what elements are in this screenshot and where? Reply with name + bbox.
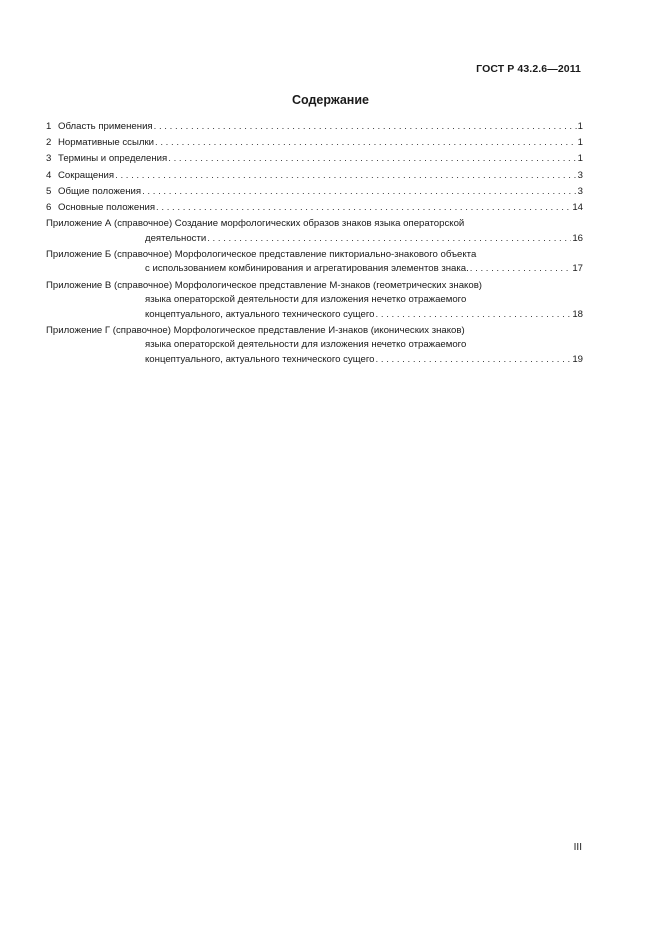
toc-annex-b[interactable] <box>46 248 583 277</box>
annex-title-continued: концептуального, актуального технического сущего <box>145 353 375 365</box>
document-number: ГОСТ Р 43.2.6—2011 <box>476 63 581 75</box>
toc-entry-page: 1 <box>577 153 583 165</box>
annex-title-continued: языка операторской деятельности для изложения нечетко отражаемого <box>145 339 467 351</box>
annex-title: Приложение В (справочное) Морфологическое представление М-знаков (геометрических знаков) <box>46 279 482 291</box>
toc-entry-label: Область применения <box>58 121 153 132</box>
dot-leader <box>376 308 572 323</box>
toc-entry-page: 16 <box>572 232 583 244</box>
dot-leader <box>156 201 571 216</box>
toc-entry-page: 19 <box>572 353 583 365</box>
annex-title: Приложение А (справочное) Создание морфологических образов знаков языка операторской <box>46 218 465 230</box>
toc-annex-a[interactable] <box>46 217 583 246</box>
toc-entry-label: Нормативные ссылки <box>58 137 155 149</box>
annex-title: Приложение Б (справочное) Морфологическое представление пикториально-знакового объекта <box>46 248 477 260</box>
toc-entry-2[interactable] <box>46 136 583 151</box>
dot-leader <box>376 353 572 368</box>
toc-entry-number: 4 <box>46 169 52 181</box>
dot-leader <box>154 120 577 135</box>
page-number: III <box>573 842 582 853</box>
toc-entry-page: 18 <box>572 308 583 320</box>
toc-entry-3[interactable] <box>46 152 583 167</box>
toc-entry-label: Термины и определения <box>58 153 168 165</box>
toc-entry-number: 6 <box>46 201 52 213</box>
toc-entry-label: Основные положения <box>58 201 156 213</box>
toc-entry-5[interactable] <box>46 185 583 200</box>
toc-entry-number: 5 <box>46 185 52 197</box>
toc-entry-page: 17 <box>572 263 583 275</box>
dot-leader <box>115 169 577 184</box>
annex-title-continued: с использованием комбинирования и агрегатирования элементов знака. <box>145 263 469 275</box>
toc-entry-page: 3 <box>577 185 583 197</box>
toc-entry-label: Общие положения <box>58 185 142 197</box>
annex-title-continued: деятельности <box>145 232 207 244</box>
dot-leader <box>168 152 576 167</box>
toc-entry-6[interactable] <box>46 201 583 216</box>
toc-title: Содержание <box>291 93 369 107</box>
table-of-contents <box>46 120 583 369</box>
toc-entry-number: 1 <box>46 121 52 132</box>
toc-entry-number: 2 <box>46 137 52 149</box>
toc-entry-4[interactable] <box>46 169 583 184</box>
toc-entry-label: Сокращения <box>58 169 115 181</box>
annex-title-continued: языка операторской деятельности для изложения нечетко отражаемого <box>145 294 467 305</box>
dot-leader <box>155 136 577 151</box>
toc-annex-v[interactable] <box>46 279 583 323</box>
toc-entry-page: 14 <box>572 201 583 213</box>
dot-leader <box>207 232 571 247</box>
toc-entry-page: 1 <box>577 121 583 132</box>
toc-entry-page: 1 <box>577 137 583 149</box>
dot-leader <box>142 185 577 200</box>
annex-title: Приложение Г (справочное) Морфологическое представление И-знаков (иконических знаков) <box>46 324 465 336</box>
annex-title-continued: концептуального, актуального технического сущего <box>145 308 375 320</box>
toc-entry-page: 3 <box>577 169 583 181</box>
toc-entry-number: 3 <box>46 153 52 165</box>
dot-leader <box>470 262 572 277</box>
toc-entry-1[interactable] <box>46 120 583 135</box>
toc-annex-g[interactable] <box>46 324 583 368</box>
